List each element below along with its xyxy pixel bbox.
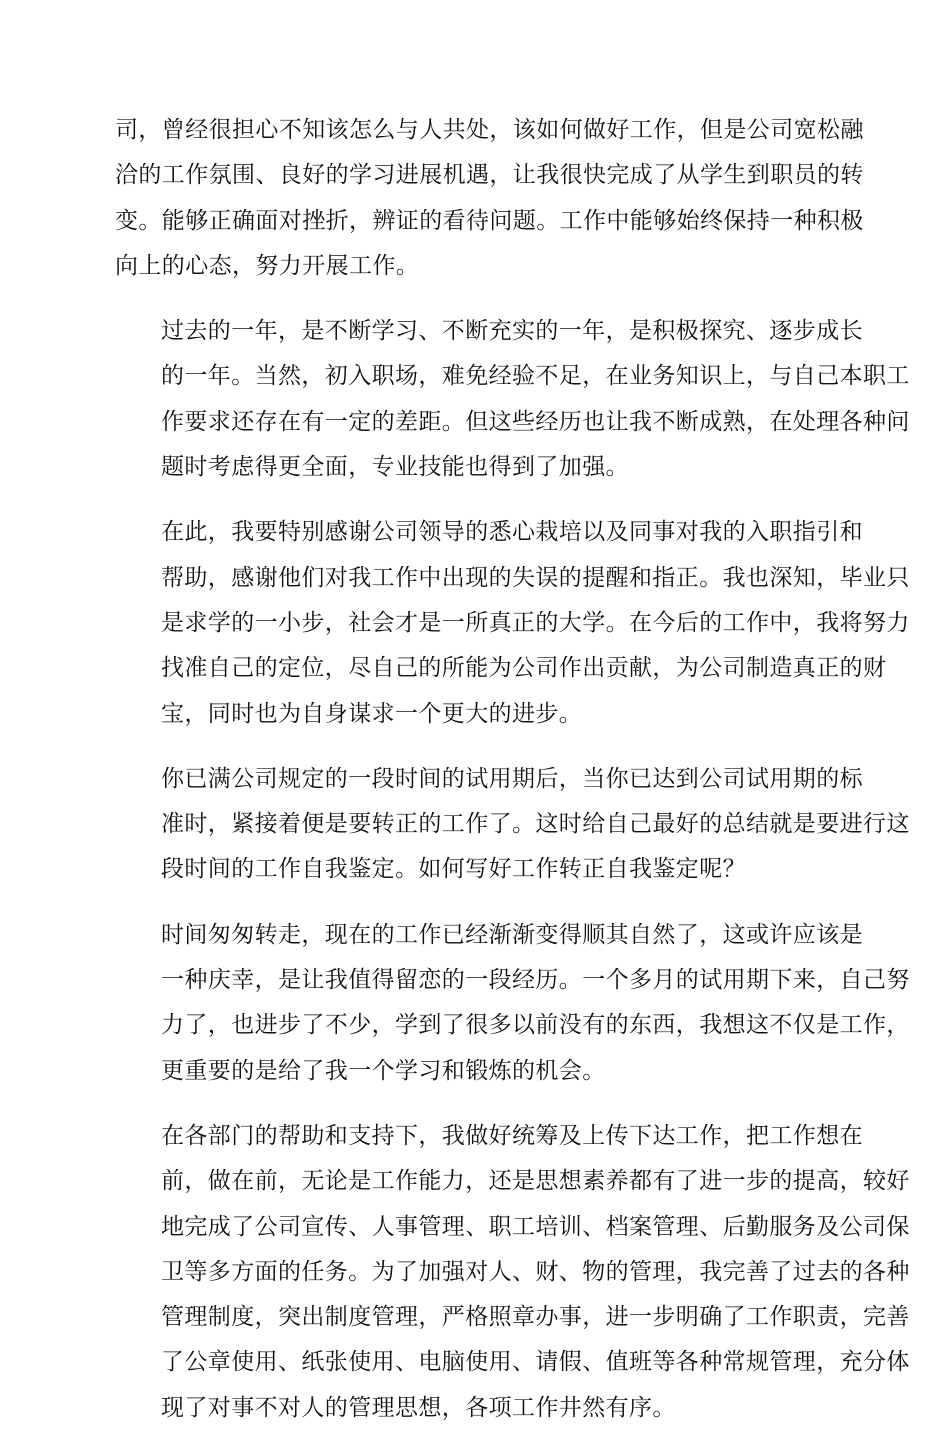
text-line: 的一年。当然，初入职场，难免经验不足，在业务知识上，与自己本职工 xyxy=(161,363,910,390)
text-line: 过去的一年，是不断学习、不断充实的一年，是积极探究、逐步成长 xyxy=(161,318,863,345)
text-line: 在此，我要特别感谢公司领导的悉心栽培以及同事对我的入职指引和 xyxy=(161,519,863,546)
text-line: 题时考虑得更全面，专业技能也得到了加强。 xyxy=(161,454,629,481)
text-line: 司，曾经很担心不知该怎么与人共处，该如何做好工作，但是公司宽松融 xyxy=(115,117,864,143)
text-line: 了公章使用、纸张使用、电脑使用、请假、值班等各种常规管理，充分体 xyxy=(161,1349,910,1376)
text-line: 卫等多方面的任务。为了加强对人、财、物的管理，我完善了过去的各种 xyxy=(161,1258,910,1285)
text-line: 地完成了公司宣传、人事管理、职工培训、档案管理、后勤服务及公司保 xyxy=(161,1213,910,1240)
text-line: 一种庆幸，是让我值得留恋的一段经历。一个多月的试用期下来，自己努 xyxy=(161,967,910,994)
text-line: 力了，也进步了不少，学到了很多以前没有的东西，我想这不仅是工作， xyxy=(161,1012,910,1039)
text-line: 变。能够正确面对挫折，辨证的看待问题。工作中能够始终保持一种积极 xyxy=(115,207,864,234)
text-line: 前，做在前，无论是工作能力，还是思想素养都有了进一步的提高，较好 xyxy=(161,1168,910,1195)
text-line: 在各部门的帮助和支持下，我做好统筹及上传下达工作，把工作想在 xyxy=(161,1122,863,1149)
text-line: 你已满公司规定的一段时间的试用期后，当你已达到公司试用期的标 xyxy=(161,765,863,792)
text-line: 管理制度，突出制度管理，严格照章办事，进一步明确了工作职责，完善 xyxy=(161,1304,910,1331)
text-line: 时间匆匆转走，现在的工作已经渐渐变得顺其自然了，这或许应该是 xyxy=(161,921,863,948)
text-line: 洽的工作氛围、良好的学习进展机遇，让我很快完成了从学生到职员的转 xyxy=(115,162,864,189)
document-page xyxy=(115,108,910,1451)
text-line: 向上的心态，努力开展工作。 xyxy=(115,252,420,279)
text-line: 帮助，感谢他们对我工作中出现的失误的提醒和指正。我也深知，毕业只 xyxy=(161,564,910,591)
text-line: 更重要的是给了我一个学习和锻炼的机会。 xyxy=(161,1057,606,1084)
text-line: 作要求还存在有一定的差距。但这些经历也让我不断成熟，在处理各种问 xyxy=(161,408,910,435)
text-line: 现了对事不对人的管理思想，各项工作井然有序。 xyxy=(161,1394,676,1421)
paragraph xyxy=(115,1114,910,1431)
text-line: 是求学的一小步，社会才是一所真正的大学。在今后的工作中，我将努力 xyxy=(161,609,910,636)
text-line: 宝，同时也为自身谋求一个更大的进步。 xyxy=(161,700,583,727)
text-line: 准时，紧接着便是要转正的工作了。这时给自己最好的总结就是要进行这 xyxy=(161,811,910,838)
text-line: 段时间的工作自我鉴定。如何写好工作转正自我鉴定呢？ xyxy=(161,856,746,883)
paragraph xyxy=(115,510,910,736)
paragraph xyxy=(115,108,864,289)
paragraph xyxy=(115,309,910,490)
text-line: 找准自己的定位，尽自己的所能为公司作出贡献，为公司制造真正的财 xyxy=(161,655,887,682)
paragraph xyxy=(115,757,910,893)
paragraph xyxy=(115,913,910,1094)
